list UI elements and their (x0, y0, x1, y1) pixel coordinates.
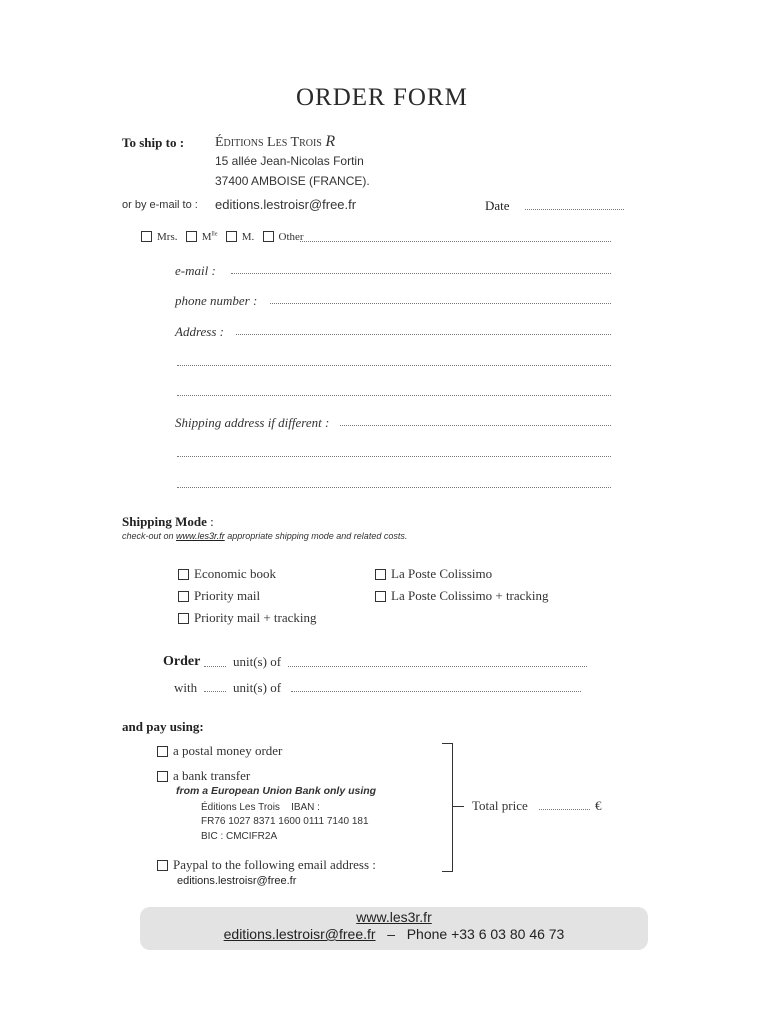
email-field[interactable] (231, 273, 611, 274)
other-label: Other (278, 231, 304, 243)
other-checkbox[interactable] (263, 231, 274, 242)
shipping-note (122, 531, 407, 541)
postal-checkbox[interactable] (157, 746, 168, 757)
shipping-address-line-3[interactable] (177, 487, 611, 488)
payment-heading: and pay using: (122, 719, 204, 734)
payment-option-bank[interactable] (157, 768, 250, 784)
postal-label: a postal money order (173, 743, 283, 758)
m-label: M. (241, 231, 255, 243)
shipping-note-link[interactable]: www.les3r.fr (176, 531, 225, 541)
payment-bracket (442, 743, 453, 872)
footer-separator: – (387, 926, 396, 942)
company-name (215, 133, 335, 151)
currency-symbol: € (595, 798, 602, 813)
with-units-label: unit(s) of (233, 680, 282, 695)
shipping-mode-heading-text: Shipping Mode (122, 514, 207, 529)
shipping-mode-colon: : (206, 514, 214, 529)
mrs-checkbox[interactable] (141, 231, 152, 242)
economic-checkbox[interactable] (178, 569, 189, 580)
footer-website-line (140, 909, 648, 925)
colissimo-label: La Poste Colissimo (391, 566, 493, 581)
shipping-option-colissimo-tracking[interactable] (375, 588, 549, 604)
other-field[interactable] (300, 241, 611, 242)
page-title: ORDER FORM (296, 84, 468, 111)
company-city: 37400 AMBOISE (FRANCE). (215, 174, 370, 188)
date-field[interactable] (525, 209, 624, 210)
total-price-field[interactable] (539, 809, 590, 810)
footer-email-link[interactable]: editions.lestroisr@free.fr (223, 926, 376, 942)
mme-sup: lle (211, 231, 218, 238)
shipping-note-prefix: check-out on (122, 531, 177, 541)
bank-name: Éditions Les Trois (201, 802, 280, 813)
date-label-text: Date (485, 198, 510, 213)
payment-option-postal[interactable] (157, 743, 282, 759)
shipping-address-label: Shipping address if different : (175, 415, 330, 430)
priority-tracking-label: Priority mail + tracking (194, 610, 317, 625)
email-to-value[interactable]: editions.lestroisr@free.fr (215, 197, 357, 212)
email-to-label: or by e-mail to : (122, 199, 198, 211)
with-label: with (174, 680, 198, 695)
order-quantity-field[interactable] (204, 666, 226, 667)
order-item-field[interactable] (288, 666, 587, 667)
iban-label: IBAN : (291, 802, 320, 813)
ship-to-label: To ship to : (122, 135, 185, 150)
mrs-label: Mrs. (157, 231, 178, 243)
mme-checkbox[interactable] (186, 231, 197, 242)
order-label: Order (163, 654, 201, 669)
footer-website-link[interactable]: www.les3r.fr (356, 909, 432, 925)
shipping-option-economic[interactable] (178, 566, 276, 582)
m-checkbox[interactable] (226, 231, 237, 242)
iban-value: FR76 1027 8371 1600 0111 7140 181 (201, 816, 369, 827)
address-field-label: Address : (175, 324, 224, 339)
shipping-option-priority[interactable] (178, 588, 260, 604)
paypal-checkbox[interactable] (157, 860, 168, 871)
payment-bracket-tick (452, 806, 464, 807)
address-field-line-2[interactable] (177, 365, 611, 366)
order-units-label: unit(s) of (233, 654, 282, 669)
paypal-label: Paypal to the following email address : (173, 857, 376, 872)
colissimo-checkbox[interactable] (375, 569, 386, 580)
priority-checkbox[interactable] (178, 591, 189, 602)
colissimo-tracking-label: La Poste Colissimo + tracking (391, 588, 549, 603)
shipping-address-line-1[interactable] (340, 425, 611, 426)
address-field-line-1[interactable] (236, 334, 611, 335)
with-item-field[interactable] (291, 691, 581, 692)
company-street: 15 allée Jean-Nicolas Fortin (215, 154, 364, 168)
phone-field-label: phone number : (175, 293, 258, 308)
shipping-option-priority-tracking[interactable] (178, 610, 317, 626)
shipping-option-colissimo[interactable] (375, 566, 492, 582)
title-options (141, 231, 304, 243)
payment-option-paypal[interactable] (157, 857, 376, 873)
footer-phone: Phone +33 6 03 80 46 73 (406, 926, 565, 942)
shipping-address-line-2[interactable] (177, 456, 611, 457)
with-quantity-field[interactable] (204, 691, 226, 692)
economic-label: Economic book (194, 566, 276, 581)
priority-tracking-checkbox[interactable] (178, 613, 189, 624)
total-price-label: Total price (472, 798, 528, 813)
bank-checkbox[interactable] (157, 771, 168, 782)
shipping-mode-heading (122, 514, 214, 530)
paypal-email[interactable]: editions.lestroisr@free.fr (177, 875, 297, 887)
shipping-note-suffix: appropriate shipping mode and related costs. (224, 531, 408, 541)
colissimo-tracking-checkbox[interactable] (375, 591, 386, 602)
footer-contact-bar (140, 907, 648, 950)
bank-label: a bank transfer (173, 768, 251, 783)
company-name-text: Éditions Les Trois (215, 135, 322, 150)
address-field-line-3[interactable] (177, 395, 611, 396)
mme-label: M (201, 231, 212, 243)
footer-contact-line (140, 926, 648, 942)
phone-field[interactable] (270, 303, 611, 304)
email-field-label: e-mail : (175, 263, 216, 278)
bank-name-line (201, 802, 320, 813)
bic-value: BIC : CMCIFR2A (201, 831, 278, 842)
date-label (485, 198, 510, 214)
priority-label: Priority mail (194, 588, 261, 603)
company-logo-glyph: R (325, 133, 336, 150)
bank-note: from a European Union Bank only using (176, 785, 377, 797)
